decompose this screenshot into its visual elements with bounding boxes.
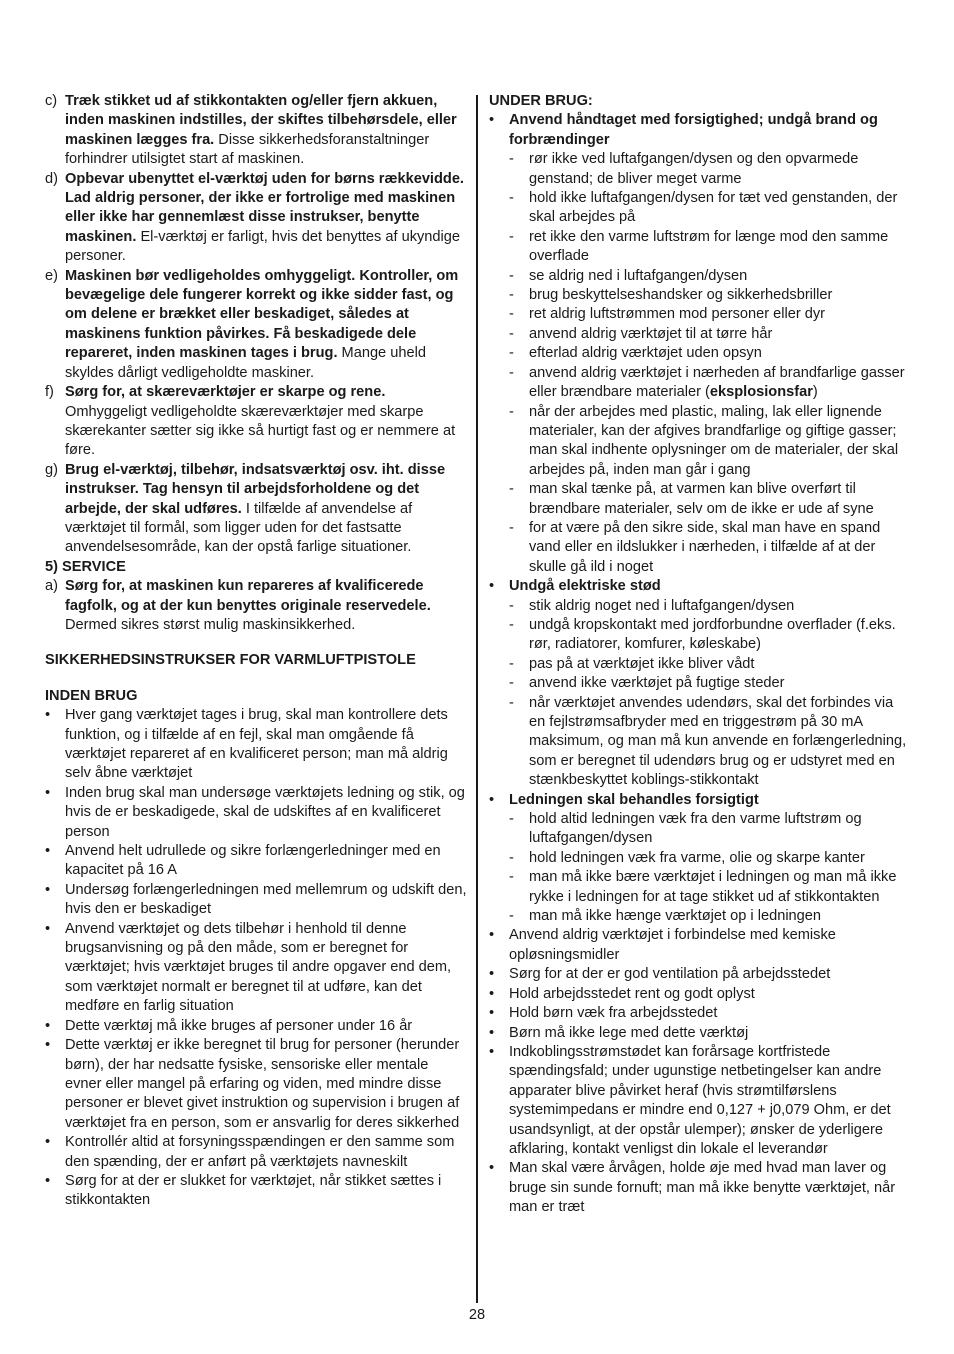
cord-sublist — [489, 810, 913, 926]
item-text: El-værktøj er farligt, hvis det benyttes af ukyndige personer. — [65, 228, 461, 265]
list-item-text: se aldrig ned i luftafgangen/dysen — [529, 267, 748, 284]
list-item — [45, 1017, 467, 1036]
list-item-text: stik aldrig noget ned i luftafgangen/dysen — [529, 597, 795, 614]
dash-icon: - — [509, 908, 514, 925]
dash-icon: - — [509, 616, 514, 633]
group-title: Anvend håndtaget med forsigtighed; undgå brand og forbrændinger — [509, 112, 878, 148]
list-item — [489, 1004, 913, 1023]
group-heading-shock — [489, 577, 913, 596]
list-item-text: anvend ikke værktøjet på fugtige steder — [529, 675, 785, 692]
list-item — [45, 1133, 467, 1172]
list-item-text: Undersøg forlængerledningen med mellemrum og udskift den, hvis den er beskadiget — [65, 881, 467, 918]
bullet-icon: • — [489, 1043, 495, 1060]
sub-list-item — [489, 286, 913, 305]
list-item — [45, 706, 467, 784]
dash-icon: - — [509, 325, 514, 342]
item-label: e) — [45, 267, 58, 284]
sub-list-item — [489, 655, 913, 674]
dash-icon: - — [509, 306, 514, 323]
list-item-text: pas på at værktøjet ikke bliver vådt — [529, 655, 755, 672]
item-text: Disse sikkerhedsforanstaltninger forhindrer utilsigtet start af maskinen. — [65, 131, 430, 168]
list-item-text: Børn må ikke lege med dette værktøj — [509, 1024, 749, 1041]
page-number: 28 — [468, 1307, 486, 1323]
sub-list-item — [489, 480, 913, 519]
list-item — [45, 1036, 467, 1133]
list-item — [489, 1043, 913, 1159]
sub-list-item — [489, 674, 913, 693]
dash-icon: - — [509, 403, 514, 420]
fire-sublist — [489, 150, 913, 363]
list-item-text: Kontrollér altid at forsyningsspændingen er den samme som den spænding, der er anført på værktøjets navneskilt — [65, 1134, 455, 1170]
list-item — [45, 881, 467, 920]
dash-icon: - — [509, 287, 514, 304]
item-text: Omhyggeligt vedligeholdte skæreværktøjer med skarpe skærekanter sætter sig ikke så hurtigt fast og er nemmere at føre. — [65, 403, 456, 459]
bullet-icon: • — [489, 1024, 495, 1041]
sub-list-item — [489, 150, 913, 189]
list-item-text: Indkoblingsstrømstødet kan forårsage kortfristede spændingsfald; under ugunstige netbetingelser kan andre apparater blive påvirket heraf (hvis strømtilførslens systemimpedans er mindre end 0,127 + j0,079 Ohm, er det usandsynligt, at der opstår ulemper); ønsker de yderligere afklaring, kontakt venligst din lokale el leverandør — [509, 1043, 891, 1157]
list-item-text: Hold arbejdsstedet rent og godt oplyst — [509, 985, 755, 1002]
dash-icon: - — [509, 481, 514, 498]
list-item-text: hold altid ledningen væk fra den varme luftstrøm og luftafgangen/dysen — [529, 811, 862, 847]
list-item — [45, 920, 467, 1017]
bullet-icon: • — [45, 920, 51, 937]
item-label: d) — [45, 170, 58, 187]
list-item-text: når værktøjet anvendes udendørs, skal det forbindes via en fejlstrømsafbryder med en triggestrøm på 30 mA maksimum, og man må kun anvende en forlængerledning, som er beregnet til udendørs brug og er udstyret med en stænkbeskyttet koblings-stikkontakt — [529, 694, 907, 789]
dash-icon: - — [509, 364, 514, 381]
dash-icon: - — [509, 267, 514, 284]
section-heading: SIKKERHEDSINSTRUKSER FOR VARMLUFTPISTOLE — [45, 652, 416, 669]
list-item-text: man må ikke hænge værktøjet op i ledningen — [529, 908, 822, 925]
sub-list-item — [489, 325, 913, 344]
sub-list-item — [489, 344, 913, 363]
left-instruction-list — [45, 92, 467, 558]
list-item — [489, 1024, 913, 1043]
list-item-text: man skal tænke på, at varmen kan blive overført til brændbare materialer, selv om de ikke er ude af syne — [529, 481, 874, 517]
instruction-item — [45, 383, 467, 461]
list-item-text: når der arbejdes med plastic, maling, lak eller lignende materialer, kan der afgives brandfarlige og giftige gasser; man skal indhente oplysninger om de materialer, der skal arbejdes på, inden man går i gang — [529, 403, 899, 478]
bullet-icon: • — [45, 1134, 51, 1151]
sub-list-item — [489, 519, 913, 577]
dash-icon: - — [509, 597, 514, 614]
list-item-text: undgå kropskontakt med jordforbundne overflader (f.eks. rør, radiatorer, komfurer, køleskabe) — [529, 616, 896, 653]
dash-icon: - — [509, 675, 514, 692]
item-bold-text: Sørg for, at maskinen kun repareres af kvalificerede fagfolk, og at der kun benyttes originale reservedele. — [65, 578, 431, 614]
list-item-text: hold ikke luftafgangen/dysen for tæt ved genstanden, der skal arbejdes på — [529, 190, 898, 226]
bullet-icon: • — [45, 784, 51, 801]
list-item-text: Man skal være årvågen, holde øje med hvad man laver og bruge sin sunde fornuft; man må ikke benytte værktøjet, når man er træt — [509, 1160, 896, 1216]
item-label: c) — [45, 93, 58, 109]
sub-list-item — [489, 694, 913, 791]
list-item — [489, 965, 913, 984]
item-label: g) — [45, 461, 58, 478]
list-item-text: Anvend værktøjet og dets tilbehør i henhold til denne brugsanvisning og på den måde, som er beregnet for værktøjet; hvis værktøjet bruges til andre opgaver end dem, som værktøjet normalt er beregnet til at udføre, kan det medføre en farlig situation — [65, 920, 452, 1015]
during-use-heading: UNDER BRUG: — [489, 93, 593, 109]
dash-icon: - — [509, 849, 514, 866]
list-item — [45, 1172, 467, 1211]
list-item-text: ret ikke den varme luftstrøm for længe mod den samme overflade — [529, 228, 889, 265]
dash-icon: - — [509, 190, 514, 207]
list-item-text: Inden brug skal man undersøge værktøjets ledning og stik, og hvis de er beskadigede, skal de udskiftes af en kvalificeret person — [65, 784, 465, 840]
list-item-text: man må ikke bære værktøjet i ledningen og man må ikke rykke i ledningen for at tage stikket ud af stikkontakten — [529, 869, 897, 905]
item-text: I tilfælde af anvendelse af værktøjet til formål, som ligger uden for det fastsatte anvendelsesområde, kan der opstå farlige situationer. — [65, 500, 413, 556]
sub-list-item — [489, 907, 913, 926]
dash-icon: - — [509, 228, 514, 245]
bullet-icon: • — [45, 843, 51, 860]
list-item-text: hold ledningen væk fra varme, olie og skarpe kanter — [529, 849, 865, 866]
dash-icon: - — [509, 869, 514, 886]
group-title: Undgå elektriske stød — [509, 578, 661, 595]
list-item — [45, 784, 467, 842]
item-text: Dermed sikres størst mulig maskinsikkerhed. — [65, 616, 356, 633]
column-divider — [476, 95, 478, 1303]
sub-list-item — [489, 267, 913, 286]
item-text: Mange uheld skyldes dårligt vedligeholdte maskiner. — [65, 345, 426, 381]
list-item — [489, 985, 913, 1004]
item-label: f) — [45, 384, 54, 401]
sub-list-item — [489, 305, 913, 324]
item-bold-text: Opbevar ubenyttet el-værktøj uden for børns rækkevidde. Lad aldrig personer, der ikke er fortrolige med maskinen eller ikke har gennemlæst disse instrukser, benytte maskinen. — [65, 170, 464, 245]
list-item-text: efterlad aldrig værktøjet uden opsyn — [529, 345, 762, 362]
bullet-icon: • — [45, 881, 51, 898]
group-heading-fire — [489, 111, 913, 150]
list-item-text: Anvend helt udrullede og sikre forlængerledninger med en kapacitet på 16 A — [65, 843, 441, 879]
list-item — [45, 842, 467, 881]
right-column — [489, 92, 913, 1218]
list-item-text: for at være på den sikre side, skal man have en spand vand eller en ildslukker i nærheden, i tilfælde af at der skulle gå ild i noget — [529, 519, 881, 575]
item-bold-text: Maskinen bør vedligeholdes omhyggeligt. Kontroller, om bevægelige dele fungerer korrekt og ikke sidder fast, og om delene er brækket eller beskadiget, således at maskinens funktion påvirkes. Få beskadigede dele repareret, inden maskinen tages i brug. — [65, 267, 459, 362]
instruction-item — [45, 92, 467, 170]
bullet-icon: • — [45, 1037, 51, 1054]
bullet-icon: • — [489, 112, 495, 129]
bullet-icon: • — [45, 707, 51, 724]
item-bold-text: Træk stikket ud af stikkontakten og/eller fjern akkuen, inden maskinen indstilles, der skiftes tilbehørsdele, eller maskinen lægges fra. — [65, 93, 457, 148]
instruction-item — [45, 577, 467, 635]
shock-sublist — [489, 597, 913, 791]
dash-icon: - — [509, 151, 514, 168]
sub-list-item — [489, 849, 913, 868]
before-use-heading: INDEN BRUG — [45, 687, 138, 704]
dash-icon: - — [509, 694, 514, 711]
bullet-icon: • — [489, 1005, 495, 1022]
list-item-text: brug beskyttelseshandsker og sikkerhedsbriller — [529, 287, 833, 304]
bullet-icon: • — [489, 927, 495, 944]
list-item-text: Hver gang værktøjet tages i brug, skal man kontrollere dets funktion, og i tilfælde af en fejl, skal man omgående få værktøjet repareret af en kvalificeret person; man må aldrig selv åbne værktøjet — [65, 707, 448, 782]
sub-list-item — [489, 189, 913, 228]
list-item — [489, 1159, 913, 1217]
fire-sublist-continued — [489, 403, 913, 578]
bullet-icon: • — [45, 1172, 51, 1189]
service-heading: 5) SERVICE — [45, 558, 126, 575]
sub-list-item — [489, 868, 913, 907]
instruction-item — [45, 170, 467, 267]
sub-list-item — [489, 403, 913, 481]
sub-item-explosion: - anvend aldrig værktøjet i nærheden af brandfarlige gasser eller brændbare materialer (eksplosionsfar) — [509, 364, 905, 401]
bullet-icon: • — [489, 1160, 495, 1177]
list-item-text: Dette værktøj er ikke beregnet til brug for personer (herunder børn), der har nedsatte fysiske, sensoriske eller mentale evner eller mangel på erfaring og viden, med mindre disse personer er blevet givet instruktion og supervision i brugen af værktøjet fra en person, som er ansvarlig for deres sikkerhed — [65, 1037, 460, 1131]
left-column — [45, 92, 467, 1211]
before-use-list — [45, 706, 467, 1211]
sub-list-item — [489, 228, 913, 267]
item-label: a) — [45, 578, 58, 595]
sub-list-item — [489, 616, 913, 655]
sub-list-item — [489, 810, 913, 849]
bullet-icon: • — [489, 791, 495, 808]
sub-list-item — [489, 597, 913, 616]
item-bold-text: Sørg for, at skæreværktøjer er skarpe og rene. — [65, 384, 386, 401]
bullet-icon: • — [45, 1017, 51, 1034]
general-list — [489, 926, 913, 1217]
list-item-text: anvend aldrig værktøjet til at tørre hår — [529, 325, 773, 342]
dash-icon: - — [509, 655, 514, 672]
instruction-item — [45, 461, 467, 558]
service-instruction — [45, 577, 467, 635]
dash-icon: - — [509, 345, 514, 362]
list-item-text: Sørg for at der er slukket for værktøjet, når stikket sættes i stikkontakten — [65, 1172, 442, 1209]
list-item-text: Anvend aldrig værktøjet i forbindelse med kemiske opløsningsmidler — [509, 927, 836, 963]
list-item-text: Hold børn væk fra arbejdsstedet — [509, 1005, 718, 1022]
list-item-text: ret aldrig luftstrømmen mod personer eller dyr — [529, 306, 826, 323]
dash-icon: - — [509, 811, 514, 828]
list-item-text: rør ikke ved luftafgangen/dysen og den opvarmede genstand; de bliver meget varme — [529, 151, 859, 187]
instruction-item — [45, 267, 467, 383]
group-title: Ledningen skal behandles forsigtigt — [509, 791, 759, 808]
list-item — [489, 926, 913, 965]
dash-icon: - — [509, 519, 514, 536]
bullet-icon: • — [489, 966, 495, 983]
list-item-text: Dette værktøj må ikke bruges af personer under 16 år — [65, 1017, 413, 1034]
item-bold-text: Brug el-værktøj, tilbehør, indsatsværktøj osv. iht. disse instrukser. Tag hensyn til arbejdsforholdene og det arbejde, der skal udføres. — [65, 461, 446, 517]
bullet-icon: • — [489, 985, 495, 1002]
list-item-text: Sørg for at der er god ventilation på arbejdsstedet — [509, 966, 831, 983]
group-heading-cord — [489, 791, 913, 810]
bullet-icon: • — [489, 578, 495, 595]
